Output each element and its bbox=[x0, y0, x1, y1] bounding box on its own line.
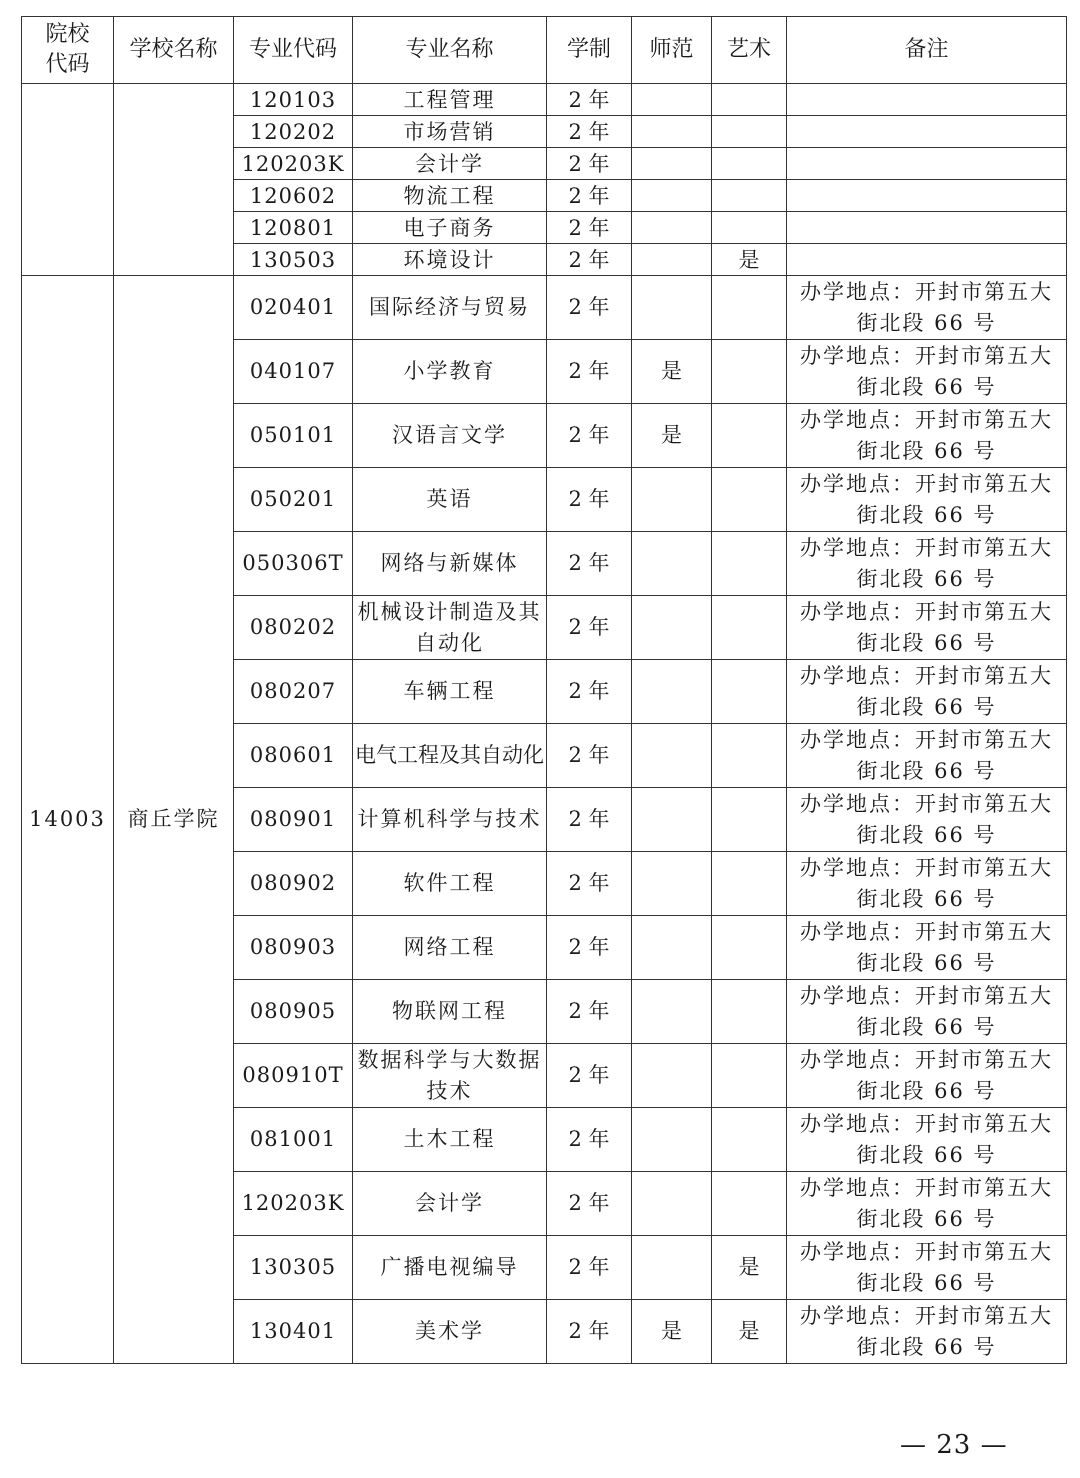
major-code-cell: 120103 bbox=[234, 84, 353, 116]
table-row bbox=[22, 84, 1067, 116]
normal-cell bbox=[632, 980, 712, 1044]
major-code-cell: 050201 bbox=[234, 468, 353, 532]
normal-cell bbox=[632, 84, 712, 116]
art-cell bbox=[712, 596, 787, 660]
major-code-cell: 081001 bbox=[234, 1108, 353, 1172]
school-code-cell bbox=[22, 84, 114, 276]
remarks-cell: 办学地点：开封市第五大 街北段 66 号 bbox=[787, 404, 1067, 468]
header-school-name: 学校名称 bbox=[114, 17, 234, 84]
normal-cell bbox=[632, 148, 712, 180]
major-name-cell: 汉语言文学 bbox=[353, 404, 547, 468]
normal-cell: 是 bbox=[632, 1300, 712, 1364]
duration-cell: 2 年 bbox=[547, 1236, 632, 1300]
major-code-cell: 050306T bbox=[234, 532, 353, 596]
normal-cell bbox=[632, 852, 712, 916]
major-code-cell: 080910T bbox=[234, 1044, 353, 1108]
major-name-cell: 物联网工程 bbox=[353, 980, 547, 1044]
major-name-cell: 网络工程 bbox=[353, 916, 547, 980]
art-cell: 是 bbox=[712, 1300, 787, 1364]
normal-cell bbox=[632, 276, 712, 340]
duration-cell: 2 年 bbox=[547, 852, 632, 916]
duration-cell: 2 年 bbox=[547, 1108, 632, 1172]
art-cell bbox=[712, 660, 787, 724]
normal-cell bbox=[632, 724, 712, 788]
major-code-cell: 120203K bbox=[234, 1172, 353, 1236]
duration-cell: 2 年 bbox=[547, 596, 632, 660]
header-normal: 师范 bbox=[632, 17, 712, 84]
school-name-cell: 商丘学院 bbox=[114, 276, 234, 1364]
remarks-cell bbox=[787, 180, 1067, 212]
major-name-cell: 国际经济与贸易 bbox=[353, 276, 547, 340]
major-code-cell: 040107 bbox=[234, 340, 353, 404]
art-cell bbox=[712, 532, 787, 596]
remarks-cell: 办学地点：开封市第五大 街北段 66 号 bbox=[787, 1236, 1067, 1300]
major-name-cell: 土木工程 bbox=[353, 1108, 547, 1172]
duration-cell: 2 年 bbox=[547, 404, 632, 468]
major-code-cell: 130305 bbox=[234, 1236, 353, 1300]
table-row bbox=[22, 276, 1067, 340]
duration-cell: 2 年 bbox=[547, 724, 632, 788]
remarks-cell bbox=[787, 212, 1067, 244]
major-code-cell: 120602 bbox=[234, 180, 353, 212]
header-school-code: 院校 代码 bbox=[22, 17, 114, 84]
art-cell bbox=[712, 468, 787, 532]
major-code-cell: 120801 bbox=[234, 212, 353, 244]
duration-cell: 2 年 bbox=[547, 1300, 632, 1364]
duration-cell: 2 年 bbox=[547, 276, 632, 340]
major-code-cell: 080601 bbox=[234, 724, 353, 788]
school-name-cell bbox=[114, 84, 234, 276]
major-code-cell: 080901 bbox=[234, 788, 353, 852]
major-name-cell: 广播电视编导 bbox=[353, 1236, 547, 1300]
remarks-cell: 办学地点：开封市第五大 街北段 66 号 bbox=[787, 1108, 1067, 1172]
duration-cell: 2 年 bbox=[547, 180, 632, 212]
header-major-name: 专业名称 bbox=[353, 17, 547, 84]
major-code-cell: 130503 bbox=[234, 244, 353, 276]
majors-table bbox=[21, 16, 1067, 1364]
header-major-code: 专业代码 bbox=[234, 17, 353, 84]
normal-cell: 是 bbox=[632, 404, 712, 468]
normal-cell bbox=[632, 596, 712, 660]
major-code-cell: 080202 bbox=[234, 596, 353, 660]
art-cell bbox=[712, 916, 787, 980]
major-name-cell: 机械设计制造及其自动化 bbox=[353, 596, 547, 660]
major-code-cell: 080902 bbox=[234, 852, 353, 916]
remarks-cell bbox=[787, 244, 1067, 276]
remarks-cell: 办学地点：开封市第五大 街北段 66 号 bbox=[787, 1300, 1067, 1364]
major-code-cell: 050101 bbox=[234, 404, 353, 468]
major-name-cell: 数据科学与大数据技术 bbox=[353, 1044, 547, 1108]
normal-cell bbox=[632, 1236, 712, 1300]
duration-cell: 2 年 bbox=[547, 148, 632, 180]
art-cell bbox=[712, 852, 787, 916]
art-cell bbox=[712, 788, 787, 852]
art-cell bbox=[712, 1108, 787, 1172]
header-row bbox=[22, 17, 1067, 84]
duration-cell: 2 年 bbox=[547, 340, 632, 404]
major-code-cell: 120203K bbox=[234, 148, 353, 180]
remarks-cell bbox=[787, 116, 1067, 148]
major-name-cell: 英语 bbox=[353, 468, 547, 532]
major-name-cell: 会计学 bbox=[353, 1172, 547, 1236]
major-name-cell: 车辆工程 bbox=[353, 660, 547, 724]
normal-cell bbox=[632, 1108, 712, 1172]
remarks-cell: 办学地点：开封市第五大 街北段 66 号 bbox=[787, 1044, 1067, 1108]
remarks-cell bbox=[787, 148, 1067, 180]
remarks-cell: 办学地点：开封市第五大 街北段 66 号 bbox=[787, 276, 1067, 340]
art-cell bbox=[712, 148, 787, 180]
art-cell bbox=[712, 1044, 787, 1108]
major-name-cell: 电气工程及其自动化 bbox=[353, 724, 547, 788]
major-code-cell: 020401 bbox=[234, 276, 353, 340]
remarks-cell: 办学地点：开封市第五大 街北段 66 号 bbox=[787, 340, 1067, 404]
art-cell bbox=[712, 404, 787, 468]
major-name-cell: 电子商务 bbox=[353, 212, 547, 244]
art-cell bbox=[712, 340, 787, 404]
remarks-cell: 办学地点：开封市第五大 街北段 66 号 bbox=[787, 980, 1067, 1044]
duration-cell: 2 年 bbox=[547, 212, 632, 244]
major-name-cell: 网络与新媒体 bbox=[353, 532, 547, 596]
remarks-cell: 办学地点：开封市第五大 街北段 66 号 bbox=[787, 852, 1067, 916]
major-name-cell: 物流工程 bbox=[353, 180, 547, 212]
duration-cell: 2 年 bbox=[547, 660, 632, 724]
major-name-cell: 小学教育 bbox=[353, 340, 547, 404]
header-duration: 学制 bbox=[547, 17, 632, 84]
art-cell bbox=[712, 980, 787, 1044]
art-cell bbox=[712, 1172, 787, 1236]
remarks-cell: 办学地点：开封市第五大 街北段 66 号 bbox=[787, 532, 1067, 596]
normal-cell bbox=[632, 660, 712, 724]
duration-cell: 2 年 bbox=[547, 788, 632, 852]
art-cell: 是 bbox=[712, 1236, 787, 1300]
remarks-cell: 办学地点：开封市第五大 街北段 66 号 bbox=[787, 724, 1067, 788]
duration-cell: 2 年 bbox=[547, 84, 632, 116]
major-code-cell: 080207 bbox=[234, 660, 353, 724]
remarks-cell: 办学地点：开封市第五大 街北段 66 号 bbox=[787, 788, 1067, 852]
normal-cell bbox=[632, 1044, 712, 1108]
major-name-cell: 计算机科学与技术 bbox=[353, 788, 547, 852]
prev-school-group bbox=[22, 84, 1067, 276]
shangqiu-college-group bbox=[22, 276, 1067, 1364]
header-remarks: 备注 bbox=[787, 17, 1067, 84]
art-cell bbox=[712, 276, 787, 340]
major-name-cell: 软件工程 bbox=[353, 852, 547, 916]
duration-cell: 2 年 bbox=[547, 532, 632, 596]
duration-cell: 2 年 bbox=[547, 980, 632, 1044]
major-name-cell: 环境设计 bbox=[353, 244, 547, 276]
major-name-cell: 工程管理 bbox=[353, 84, 547, 116]
major-name-cell: 美术学 bbox=[353, 1300, 547, 1364]
normal-cell bbox=[632, 532, 712, 596]
major-code-cell: 130401 bbox=[234, 1300, 353, 1364]
normal-cell bbox=[632, 1172, 712, 1236]
major-name-cell: 市场营销 bbox=[353, 116, 547, 148]
header-art: 艺术 bbox=[712, 17, 787, 84]
remarks-cell bbox=[787, 84, 1067, 116]
normal-cell bbox=[632, 788, 712, 852]
art-cell bbox=[712, 724, 787, 788]
school-code-cell: 14003 bbox=[22, 276, 114, 1364]
art-cell bbox=[712, 116, 787, 148]
duration-cell: 2 年 bbox=[547, 916, 632, 980]
major-code-cell: 080903 bbox=[234, 916, 353, 980]
art-cell bbox=[712, 84, 787, 116]
normal-cell: 是 bbox=[632, 340, 712, 404]
page-number: — 23 — bbox=[900, 1430, 1008, 1460]
normal-cell bbox=[632, 180, 712, 212]
art-cell bbox=[712, 212, 787, 244]
remarks-cell: 办学地点：开封市第五大 街北段 66 号 bbox=[787, 660, 1067, 724]
remarks-cell: 办学地点：开封市第五大 街北段 66 号 bbox=[787, 596, 1067, 660]
art-cell: 是 bbox=[712, 244, 787, 276]
duration-cell: 2 年 bbox=[547, 116, 632, 148]
duration-cell: 2 年 bbox=[547, 1044, 632, 1108]
remarks-cell: 办学地点：开封市第五大 街北段 66 号 bbox=[787, 1172, 1067, 1236]
major-code-cell: 120202 bbox=[234, 116, 353, 148]
duration-cell: 2 年 bbox=[547, 1172, 632, 1236]
major-name-cell: 会计学 bbox=[353, 148, 547, 180]
normal-cell bbox=[632, 468, 712, 532]
duration-cell: 2 年 bbox=[547, 468, 632, 532]
remarks-cell: 办学地点：开封市第五大 街北段 66 号 bbox=[787, 916, 1067, 980]
normal-cell bbox=[632, 244, 712, 276]
duration-cell: 2 年 bbox=[547, 244, 632, 276]
major-code-cell: 080905 bbox=[234, 980, 353, 1044]
normal-cell bbox=[632, 916, 712, 980]
normal-cell bbox=[632, 212, 712, 244]
remarks-cell: 办学地点：开封市第五大 街北段 66 号 bbox=[787, 468, 1067, 532]
normal-cell bbox=[632, 116, 712, 148]
art-cell bbox=[712, 180, 787, 212]
